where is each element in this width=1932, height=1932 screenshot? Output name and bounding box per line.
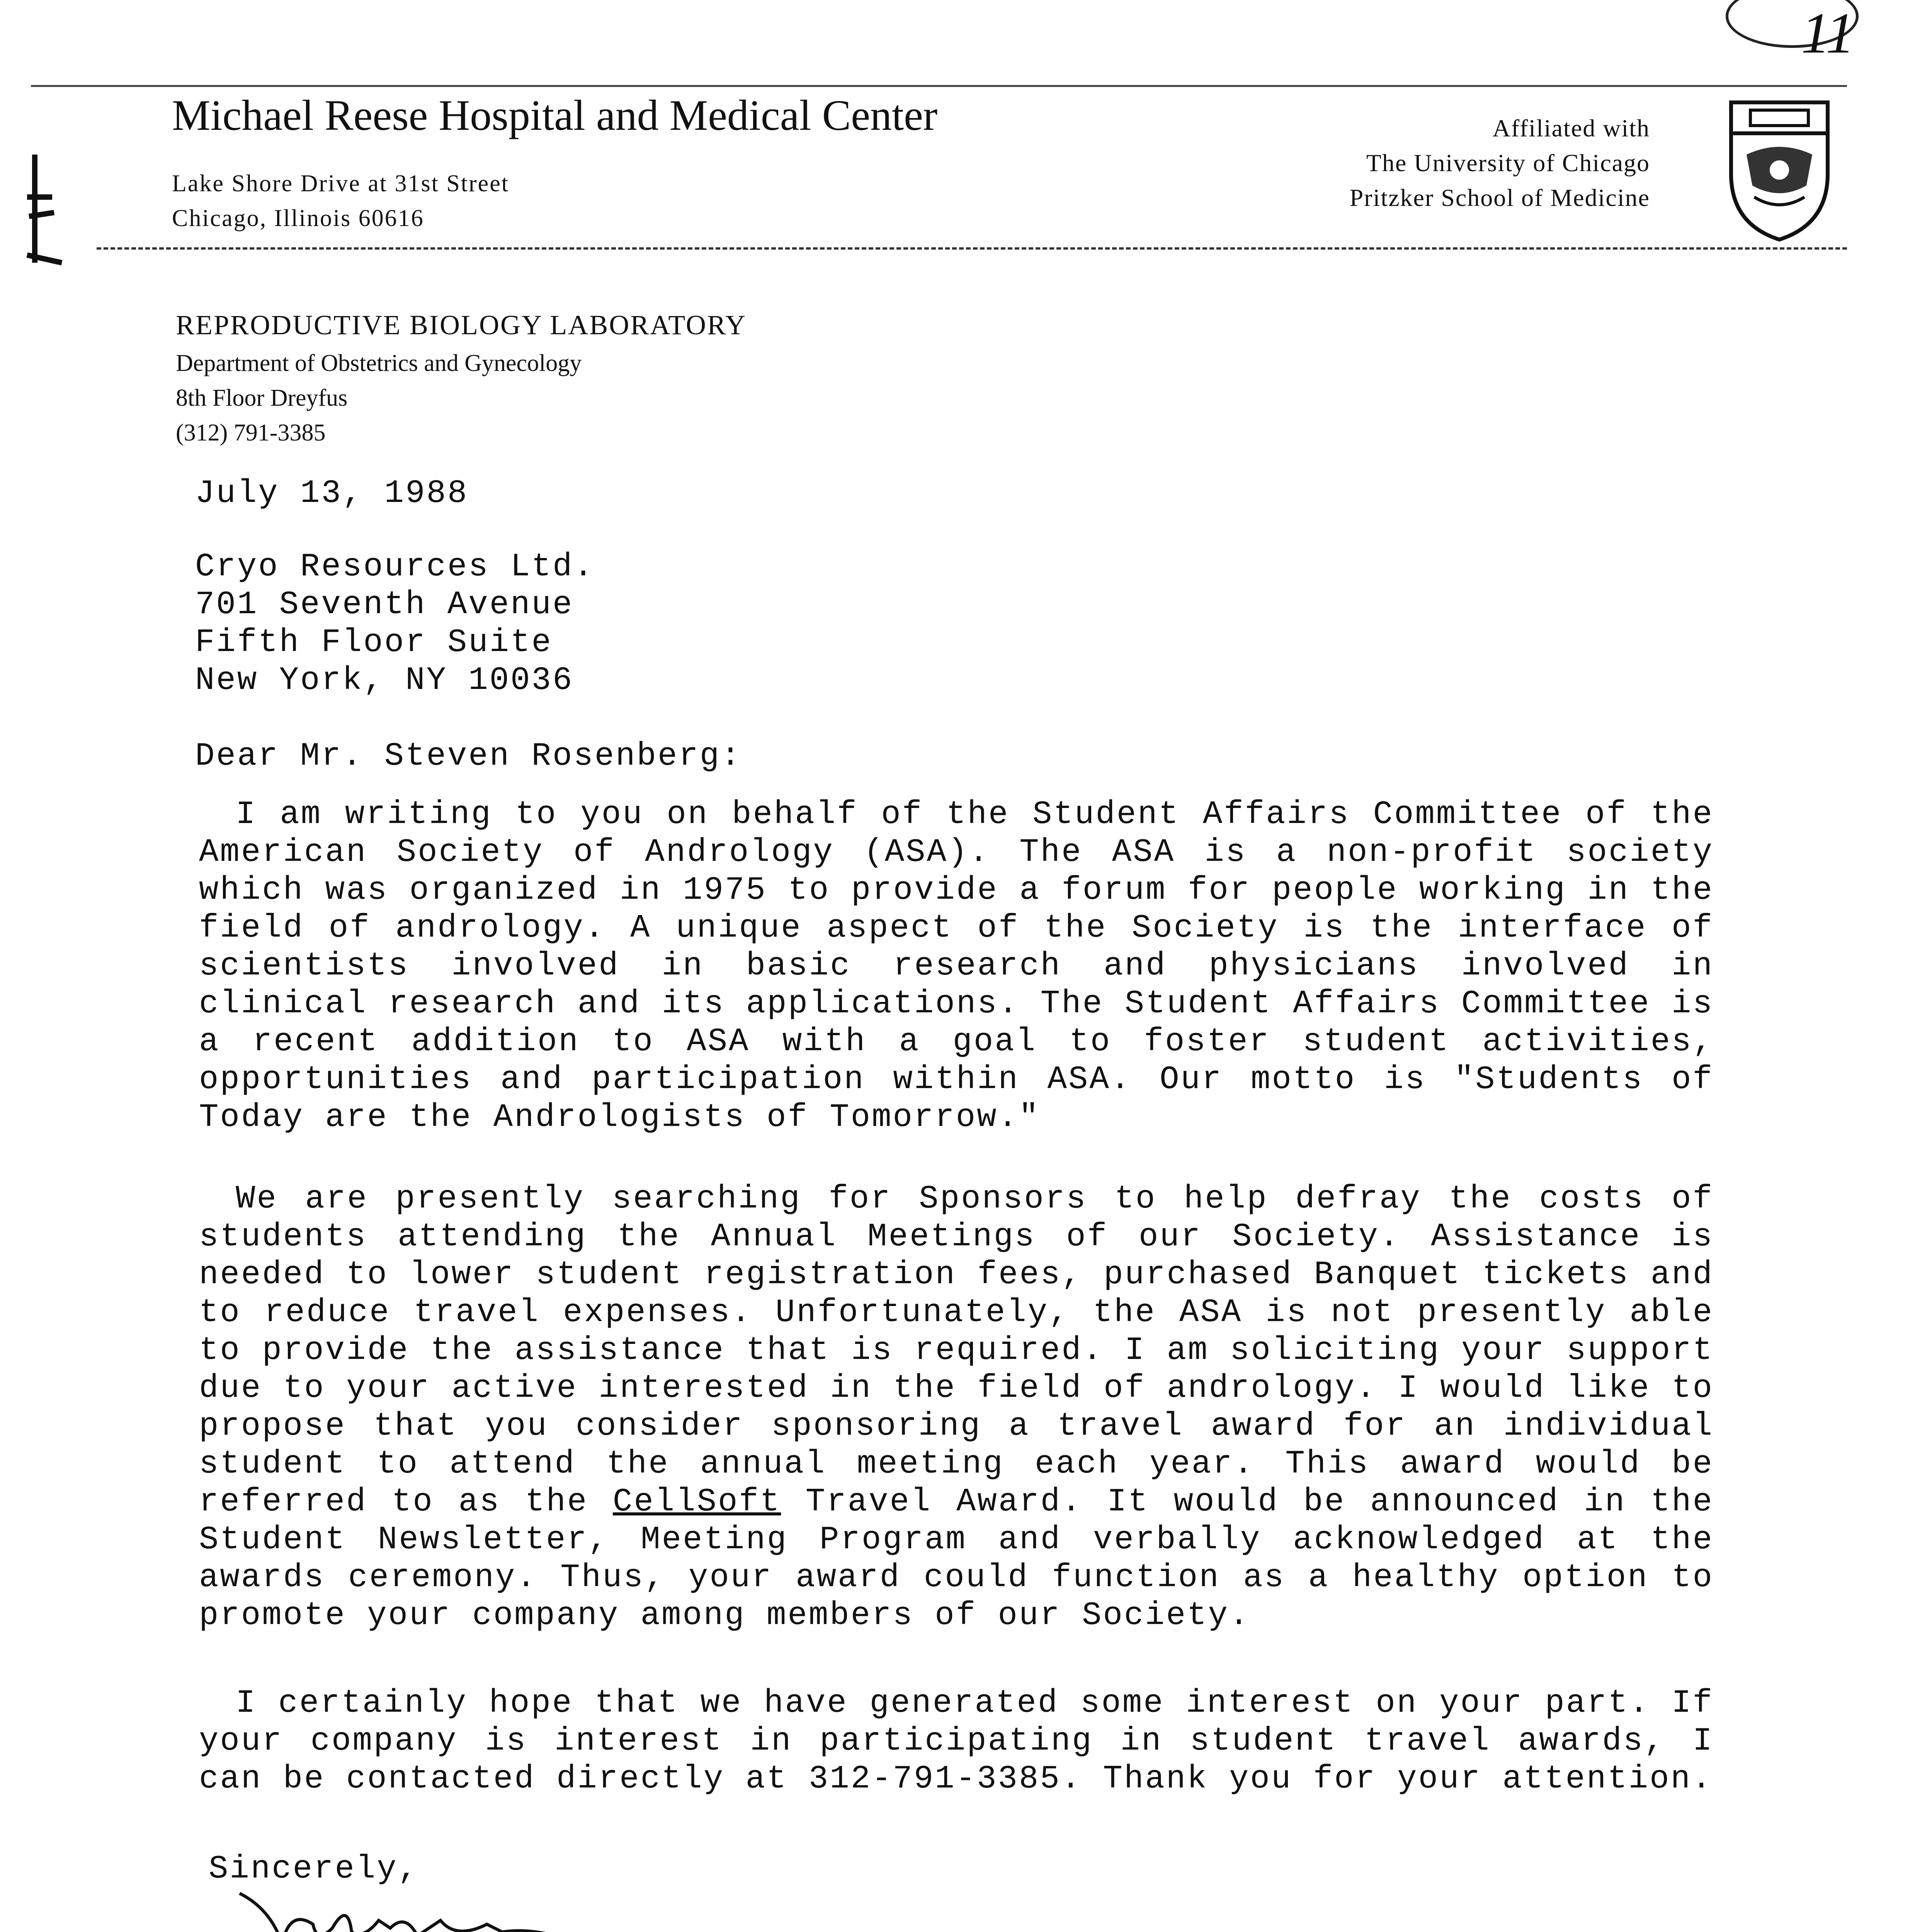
letter-date: July 13, 1988 <box>195 475 469 512</box>
page-number: 11 <box>1801 1 1855 65</box>
paragraph-2-text-cont: Travel Award. It would be announced in the Student Newsletter, Meeting Program and verbally acknowledged at the awards ceremony. Thus, your award could function as a healthy option to promote your company among members of our Society. <box>199 1484 1714 1634</box>
department-floor: 8th Floor Dreyfus <box>176 385 348 411</box>
affiliation-line1: Affiliated with <box>1492 114 1650 142</box>
affiliation-line3: Pritzker School of Medicine <box>1349 184 1650 211</box>
university-crest-logo <box>1723 97 1835 243</box>
letterhead-top-rule <box>31 85 1847 87</box>
paragraph-2-text: We are presently searching for Sponsors to help defray the costs of students attending the Annual Meetings of our Society. Assistance is needed to lower student registration fees, purchased Banquet tickets and to reduce travel expenses. Unfortunately, the ASA is not presently able to provide the assistance that is required. I am soliciting your support due to your active interested in the field of andrology. I would like to propose that you consider sponsoring a travel award for an individual student to attend the annual meeting each year. This award would be referred to as the <box>199 1181 1714 1520</box>
recipient-line: 701 Seventh Avenue <box>195 587 574 623</box>
recipient-line: Cryo Resources Ltd. <box>195 549 595 585</box>
recipient-line: New York, NY 10036 <box>195 662 574 699</box>
hospital-address-line1: Lake Shore Drive at 31st Street <box>172 170 509 197</box>
lab-name: REPRODUCTIVE BIOLOGY LABORATORY <box>176 310 747 340</box>
affiliation-line2: The University of Chicago <box>1366 149 1650 177</box>
hospital-address-line2: Chicago, Illinois 60616 <box>172 205 424 231</box>
cellsoft-underlined-text: CellSoft <box>612 1484 781 1520</box>
closing: Sincerely, <box>209 1851 419 1888</box>
department-phone: (312) 791-3385 <box>176 420 326 446</box>
salutation: Dear Mr. Steven Rosenberg: <box>195 738 742 775</box>
body-paragraph-3: I certainly hope that we have generated some interest on your part. If your company is interest in participating in student travel awards, I can be contacted directly at 312-791-3385. Thank you for your attention. <box>199 1685 1714 1798</box>
body-paragraph-1: I am writing to you on behalf of the Student Affairs Committee of the American Society of Andrology (ASA). The ASA is a non-profit society which was organized in 1975 to provide a forum for people working in the field of andrology. A unique aspect of the Society is the interface of scientists involved in basic research and physicians involved in clinical research and its applications. The Student Affairs Committee is a recent addition to ASA with a goal to foster student activities, opportunities and participation within ASA. Our motto is "Students of Today are the Andrologists of Tomorrow." <box>199 796 1714 1136</box>
body-paragraph-2 <box>199 1180 1714 1635</box>
letterhead-bottom-rule <box>97 247 1847 250</box>
department-name: Department of Obstetrics and Gynecology <box>176 350 582 376</box>
binding-mark <box>23 147 66 270</box>
handwritten-signature <box>224 1886 572 1932</box>
hospital-name: Michael Reese Hospital and Medical Center <box>172 92 938 139</box>
recipient-line: Fifth Floor Suite <box>195 624 553 661</box>
